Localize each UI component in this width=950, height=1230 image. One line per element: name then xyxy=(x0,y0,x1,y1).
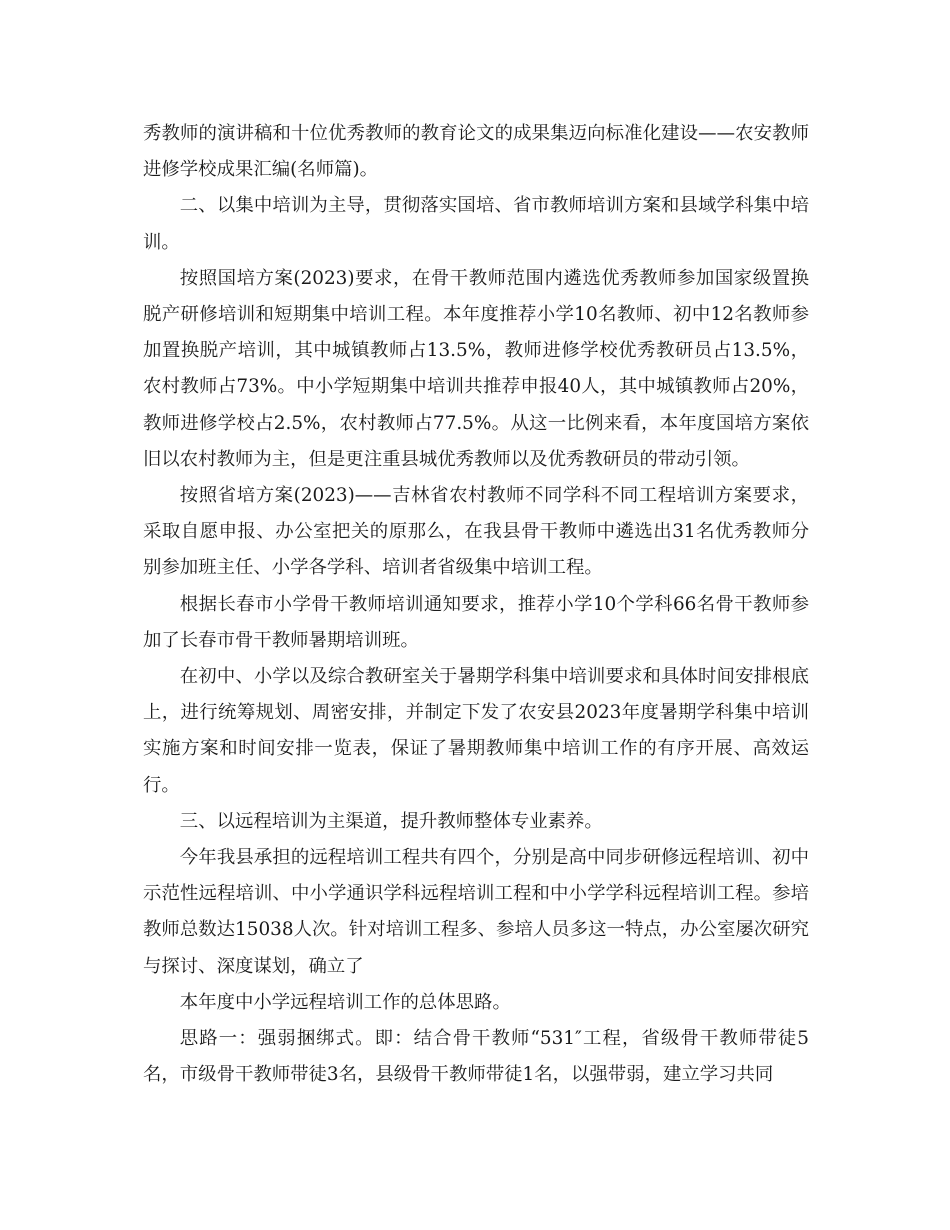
paragraph-7: 三、以远程培训为主渠道，提升教师整体专业素养。 xyxy=(179,810,603,832)
paragraph-1: 秀教师的演讲稿和十位优秀教师的教育论文的成果集迈向标准化建设——农安教师进修学校成果汇编(名师篇)。 xyxy=(143,123,809,181)
paragraph-3: 按照国培方案(2023)要求，在骨干教师范围内遴选优秀教师参加国家级置换脱产研修培训和短期集中培训工程。本年度推荐小学10名教师、初中12名教师参加置换脱产培训，其中城镇教师占13.5%，教师进修学校优秀教研员占13.5%，农村教师占73%。中小学短期集中培训共推荐申报40人，其中城镇教师占20%，教师进修学校占2.5%，农村教师占77.5%。从这一比例来看，本年度国培方案依旧以农村教师为主，但是更注重县城优秀教师以及优秀教研员的带动引领。 xyxy=(143,267,809,470)
paragraph-9: 本年度中小学远程培训工作的总体思路。 xyxy=(179,991,511,1013)
paragraph-6: 在初中、小学以及综合教研室关于暑期学科集中培训要求和具体时间安排根底上，进行统筹规划、周密安排，并制定下发了农安县2023年度暑期学科集中培训实施方案和时间安排一览表，保证了暑期教师集中培训工作的有序开展、高效运行。 xyxy=(143,666,809,796)
paragraph-5: 根据长春市小学骨干教师培训通知要求，推荐小学10个学科66名骨干教师参加了长春市骨干教师暑期培训班。 xyxy=(143,593,809,651)
document-page xyxy=(143,116,809,1093)
paragraph-10: 思路一：强弱捆绑式。即：结合骨干教师“531″工程，省级骨干教师带徒5名，市级骨干教师带徒3名，县级骨干教师带徒1名，以强带弱，建立学习共同 xyxy=(143,1028,809,1086)
paragraph-8: 今年我县承担的远程培训工程共有四个，分别是高中同步研修远程培训、初中示范性远程培训、中小学通识学科远程培训工程和中小学学科远程培训工程。参培教师总数达15038人次。针对培训工程多、参培人员多这一特点，办公室屡次研究与探讨、深度谋划，确立了 xyxy=(143,847,809,977)
paragraph-4: 按照省培方案(2023)——吉林省农村教师不同学科不同工程培训方案要求，采取自愿申报、办公室把关的原那么，在我县骨干教师中遴选出31名优秀教师分别参加班主任、小学各学科、培训者省级集中培训工程。 xyxy=(143,485,809,579)
paragraph-2: 二、以集中培训为主导，贯彻落实国培、省市教师培训方案和县域学科集中培训。 xyxy=(143,195,809,253)
